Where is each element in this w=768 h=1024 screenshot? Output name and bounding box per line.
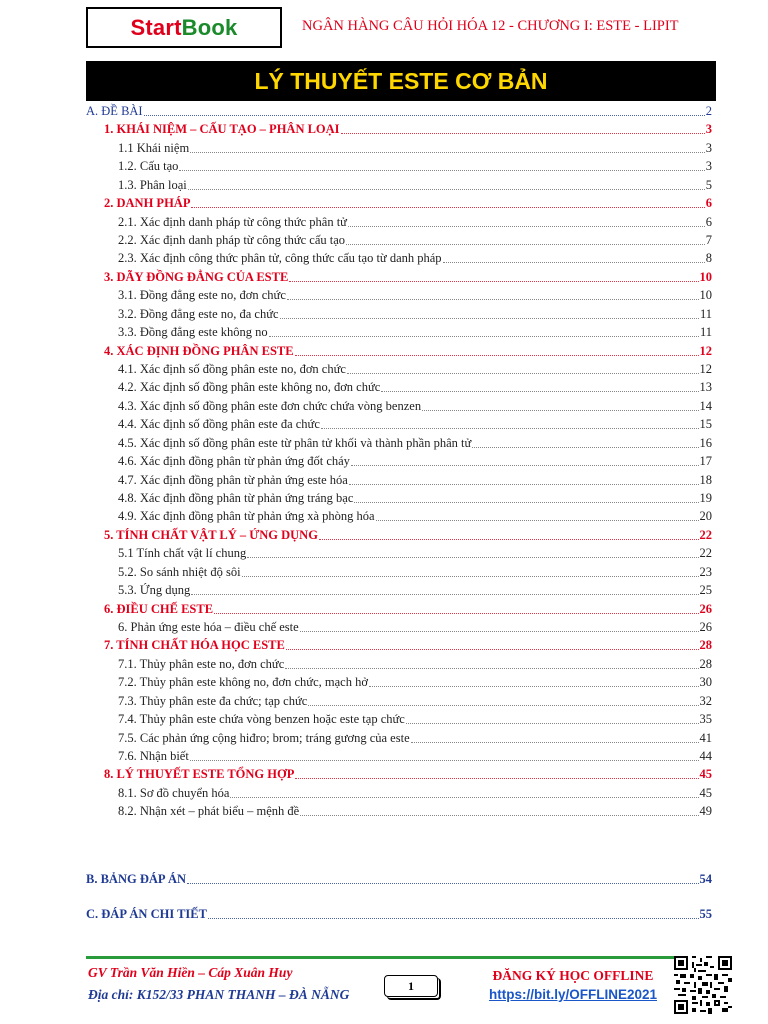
toc-leader-dots	[406, 722, 699, 724]
toc-entry[interactable]	[86, 102, 712, 120]
toc-leader-dots	[321, 427, 699, 429]
footer-author: GV Trần Văn Hiền – Cáp Xuân Huy	[88, 965, 293, 980]
toc-entry-label: 4.4. Xác định số đồng phân este đa chức	[118, 417, 320, 432]
toc-leader-dots	[208, 917, 699, 919]
toc-leader-dots	[381, 390, 698, 392]
toc-entry-page: 35	[699, 712, 712, 727]
toc-entry-page: 45	[699, 785, 712, 800]
toc-entry-page: 3	[705, 159, 712, 174]
toc-entry[interactable]	[118, 692, 712, 710]
toc-leader-dots	[188, 188, 705, 190]
toc-leader-dots	[190, 759, 699, 761]
toc-entry-page: 6	[705, 214, 712, 229]
toc-entry[interactable]	[118, 249, 712, 267]
toc-entry-label: 1.3. Phân loại	[118, 177, 187, 192]
toc-entry-label: 5.3. Ứng dụng	[118, 583, 191, 598]
toc-entry-page: 15	[699, 417, 712, 432]
toc-leader-dots	[422, 409, 698, 411]
toc-entry[interactable]	[104, 120, 712, 138]
toc-entry[interactable]	[118, 360, 712, 378]
toc-leader-dots	[341, 132, 705, 134]
toc-entry-page: 6	[705, 196, 712, 211]
toc-leader-dots	[190, 151, 705, 153]
toc-entry-label: 4.7. Xác định đồng phân từ phản ứng este hóa	[118, 472, 348, 487]
toc-entry-label: 1.2. Cấu tạo	[118, 159, 179, 174]
toc-entry-label: 7.3. Thủy phân este đa chức; tạp chức	[118, 693, 308, 708]
toc-entry-page: 45	[699, 767, 712, 782]
toc-entry-label: 8.1. Sơ đồ chuyển hóa	[118, 785, 230, 800]
toc-entry-label: 5.1 Tính chất vật lí chung	[118, 546, 247, 561]
toc-leader-dots	[348, 225, 705, 227]
toc-entry-page: 17	[699, 454, 712, 469]
toc-entry[interactable]	[118, 802, 712, 820]
toc-entry-label: C. ĐÁP ÁN CHI TIẾT	[86, 907, 207, 921]
toc-leader-dots	[286, 648, 699, 650]
page-title: LÝ THUYẾT ESTE CƠ BẢN	[86, 61, 716, 101]
toc-leader-dots	[191, 206, 704, 208]
toc-entry-label: A. ĐỀ BÀI	[86, 104, 143, 118]
logo-start-text: Start	[130, 14, 182, 40]
toc-entry[interactable]	[118, 157, 712, 175]
toc-entry-label: 2. DANH PHÁP	[104, 196, 191, 211]
toc-entry-label: 2.1. Xác định danh pháp từ công thức phân tử	[118, 214, 347, 229]
toc-entry-page: 13	[699, 380, 712, 395]
toc-entry-label: 4.1. Xác định số đồng phân este no, đơn chức	[118, 362, 346, 377]
toc-entry[interactable]	[104, 600, 712, 618]
toc-entry-page: 22	[699, 546, 712, 561]
toc-entry-page: 10	[699, 288, 712, 303]
toc-leader-dots	[346, 243, 705, 245]
toc-entry-label: 3.1. Đồng đẳng este no, đơn chức	[118, 288, 286, 303]
toc-entry-page: 3	[705, 140, 712, 155]
toc-entry-label: 4.6. Xác định đồng phân từ phản ứng đốt cháy	[118, 454, 350, 469]
toc-entry-page: 8	[705, 251, 712, 266]
toc-leader-dots	[472, 446, 698, 448]
toc-entry-page: 23	[699, 564, 712, 579]
toc-entry[interactable]	[118, 305, 712, 323]
toc-entry[interactable]	[118, 729, 712, 747]
toc-entry[interactable]	[118, 581, 712, 599]
toc-entry-page: 11	[699, 325, 712, 340]
toc-entry-page: 2	[705, 104, 712, 118]
toc-entry-label: 7.1. Thủy phân este no, đơn chức	[118, 656, 285, 671]
toc-entry-label: 5.2. So sánh nhiệt độ sôi	[118, 564, 241, 579]
toc-leader-dots	[319, 538, 699, 540]
toc-entry[interactable]	[118, 176, 712, 194]
toc-entry[interactable]	[104, 636, 712, 654]
toc-entry[interactable]	[118, 747, 712, 765]
toc-entry-label: 3. DÃY ĐỒNG ĐẲNG CỦA ESTE	[104, 269, 289, 284]
toc-entry-label: B. BẢNG ĐÁP ÁN	[86, 872, 187, 886]
toc-entry[interactable]	[118, 139, 712, 157]
toc-entry[interactable]	[118, 544, 712, 562]
toc-entry[interactable]	[86, 905, 712, 923]
toc-leader-dots	[230, 796, 698, 798]
toc-entry-label: 6. Phản ứng este hóa – điều chế este	[118, 620, 299, 635]
toc-leader-dots	[285, 667, 698, 669]
toc-entry-page: 7	[705, 233, 712, 247]
toc-entry-page: 32	[699, 693, 712, 708]
toc-entry-page: 49	[699, 804, 712, 819]
toc-entry[interactable]	[118, 710, 712, 728]
toc-leader-dots	[349, 483, 699, 485]
toc-entry-page: 28	[699, 638, 712, 653]
register-link[interactable]: https://bit.ly/OFFLINE2021	[488, 987, 658, 1002]
toc-entry-page: 12	[699, 362, 712, 377]
toc-entry-page: 18	[699, 472, 712, 487]
toc-entry-page: 5	[705, 177, 712, 192]
register-offline-text: ĐĂNG KÝ HỌC OFFLINE	[492, 968, 654, 983]
toc-leader-dots	[280, 317, 699, 319]
toc-leader-dots	[443, 261, 705, 263]
toc-entry-page: 20	[699, 509, 712, 524]
toc-leader-dots	[376, 519, 699, 521]
footer-divider	[86, 956, 716, 959]
toc-leader-dots	[351, 464, 699, 466]
toc-entry-page: 25	[699, 583, 712, 598]
header-title: NGÂN HÀNG CÂU HỎI HÓA 12 - CHƯƠNG I: ESTE - LIPIT	[302, 18, 679, 34]
toc-entry[interactable]	[118, 471, 712, 489]
toc-leader-dots	[247, 556, 698, 558]
toc-leader-dots	[347, 372, 699, 374]
toc-entry-page: 22	[699, 527, 712, 542]
toc-leader-dots	[369, 685, 699, 687]
page-number: 1	[384, 975, 438, 997]
toc-entry[interactable]	[118, 618, 712, 636]
toc-entry-page: 26	[699, 620, 712, 635]
toc-entry[interactable]	[118, 323, 712, 341]
toc-entry[interactable]	[104, 268, 712, 286]
toc-entry[interactable]	[118, 415, 712, 433]
toc-entry[interactable]	[118, 378, 712, 396]
toc-entry-label: 7.2. Thủy phân este không no, đơn chức, mạch hở	[118, 675, 368, 690]
toc-entry[interactable]	[104, 765, 712, 783]
toc-entry-page: 16	[699, 435, 712, 450]
footer-info	[88, 965, 349, 1003]
toc-leader-dots	[300, 814, 698, 816]
toc-entry-page: 54	[699, 872, 712, 886]
toc-entry[interactable]	[118, 507, 712, 525]
toc-entry-page: 10	[699, 269, 712, 284]
toc-entry-label: 5. TÍNH CHẤT VẬT LÝ – ỨNG DỤNG	[104, 527, 318, 542]
toc-entry-label: 3.2. Đồng đẳng este no, đa chức	[118, 306, 279, 321]
toc-entry[interactable]	[104, 342, 712, 360]
toc-entry-label: 3.3. Đồng đẳng este không no	[118, 325, 268, 340]
toc-entry-label: 8.2. Nhận xét – phát biểu – mệnh đề	[118, 804, 300, 819]
toc-entry-label: 8. LÝ THUYẾT ESTE TỔNG HỢP	[104, 767, 295, 782]
toc-entry-page: 26	[699, 601, 712, 616]
toc-entry-label: 4. XÁC ĐỊNH ĐỒNG PHÂN ESTE	[104, 343, 294, 358]
toc-entry-page: 19	[699, 491, 712, 506]
toc-entry[interactable]	[118, 434, 712, 452]
toc-entry-label: 7. TÍNH CHẤT HÓA HỌC ESTE	[104, 638, 285, 653]
toc-entry[interactable]	[118, 231, 712, 249]
toc-leader-dots	[214, 612, 698, 614]
toc-leader-dots	[191, 593, 698, 595]
toc-leader-dots	[187, 882, 698, 884]
footer-register	[478, 968, 668, 1002]
toc-leader-dots	[242, 575, 699, 577]
toc-entry[interactable]	[118, 563, 712, 581]
toc-entry-page: 3	[705, 122, 712, 137]
toc-entry-label: 4.8. Xác định đồng phân từ phản ứng tráng bạc	[118, 491, 354, 506]
toc-entry[interactable]	[118, 489, 712, 507]
toc-entry-label: 4.9. Xác định đồng phân từ phản ứng xà phòng hóa	[118, 509, 375, 524]
toc-entry[interactable]	[104, 526, 712, 544]
toc-leader-dots	[289, 280, 698, 282]
toc-entry-label: 4.2. Xác định số đồng phân este không no, đơn chức	[118, 380, 381, 395]
toc-leader-dots	[295, 354, 699, 356]
toc-entry-label: 2.2. Xác định danh pháp từ công thức cấu tạo	[118, 233, 346, 247]
footer-address: Địa chỉ: K152/33 PHAN THANH – ĐÀ NẴNG	[88, 987, 350, 1002]
toc-entry-page: 11	[699, 306, 712, 321]
toc-entry[interactable]	[118, 286, 712, 304]
toc-entry-page: 12	[699, 343, 712, 358]
qr-code-icon	[674, 956, 732, 1014]
toc-entry[interactable]	[104, 194, 712, 212]
toc-entry[interactable]	[118, 213, 712, 231]
toc-leader-dots	[308, 704, 698, 706]
toc-entry-label: 7.5. Các phản ứng cộng hiđro; brom; tráng gương của este	[118, 730, 410, 745]
logo-book-text: Book	[181, 14, 238, 40]
toc-entry[interactable]	[118, 452, 712, 470]
toc-entry[interactable]	[118, 784, 712, 802]
toc-leader-dots	[411, 741, 699, 743]
toc-entry-page: 41	[699, 730, 712, 745]
toc-entry-label: 7.4. Thủy phân este chứa vòng benzen hoặc este tạp chức	[118, 712, 405, 727]
toc-entry[interactable]	[118, 673, 712, 691]
toc-entry-label: 1. KHÁI NIỆM – CẤU TẠO – PHÂN LOẠI	[104, 122, 340, 137]
toc-entry-label: 1.1 Khái niệm	[118, 140, 190, 155]
toc-leader-dots	[269, 335, 699, 337]
toc-entry[interactable]	[86, 870, 712, 888]
toc-entry[interactable]	[118, 397, 712, 415]
toc-entry-label: 4.3. Xác định số đồng phân este đơn chức chứa vòng benzen	[118, 398, 422, 413]
toc-leader-dots	[354, 501, 698, 503]
toc-leader-dots	[144, 114, 705, 116]
toc-leader-dots	[295, 777, 698, 779]
toc-leader-dots	[300, 630, 699, 632]
toc-leader-dots	[179, 169, 704, 171]
toc-entry-label: 2.3. Xác định công thức phân tử, công thức cấu tạo từ danh pháp	[118, 251, 442, 266]
toc-entry-page: 14	[699, 398, 712, 413]
toc-entry-page: 28	[699, 656, 712, 671]
toc-entry-label: 4.5. Xác định số đồng phân este từ phân tử khối và thành phần phân tử	[118, 435, 472, 450]
toc-leader-dots	[287, 298, 699, 300]
toc-entry-page: 30	[699, 675, 712, 690]
toc-entry-label: 7.6. Nhận biết	[118, 749, 189, 764]
toc-entry[interactable]	[118, 655, 712, 673]
toc-entry-page: 44	[699, 749, 712, 764]
toc-entry-page: 55	[699, 907, 712, 921]
toc-entry-label: 6. ĐIỀU CHẾ ESTE	[104, 601, 214, 616]
